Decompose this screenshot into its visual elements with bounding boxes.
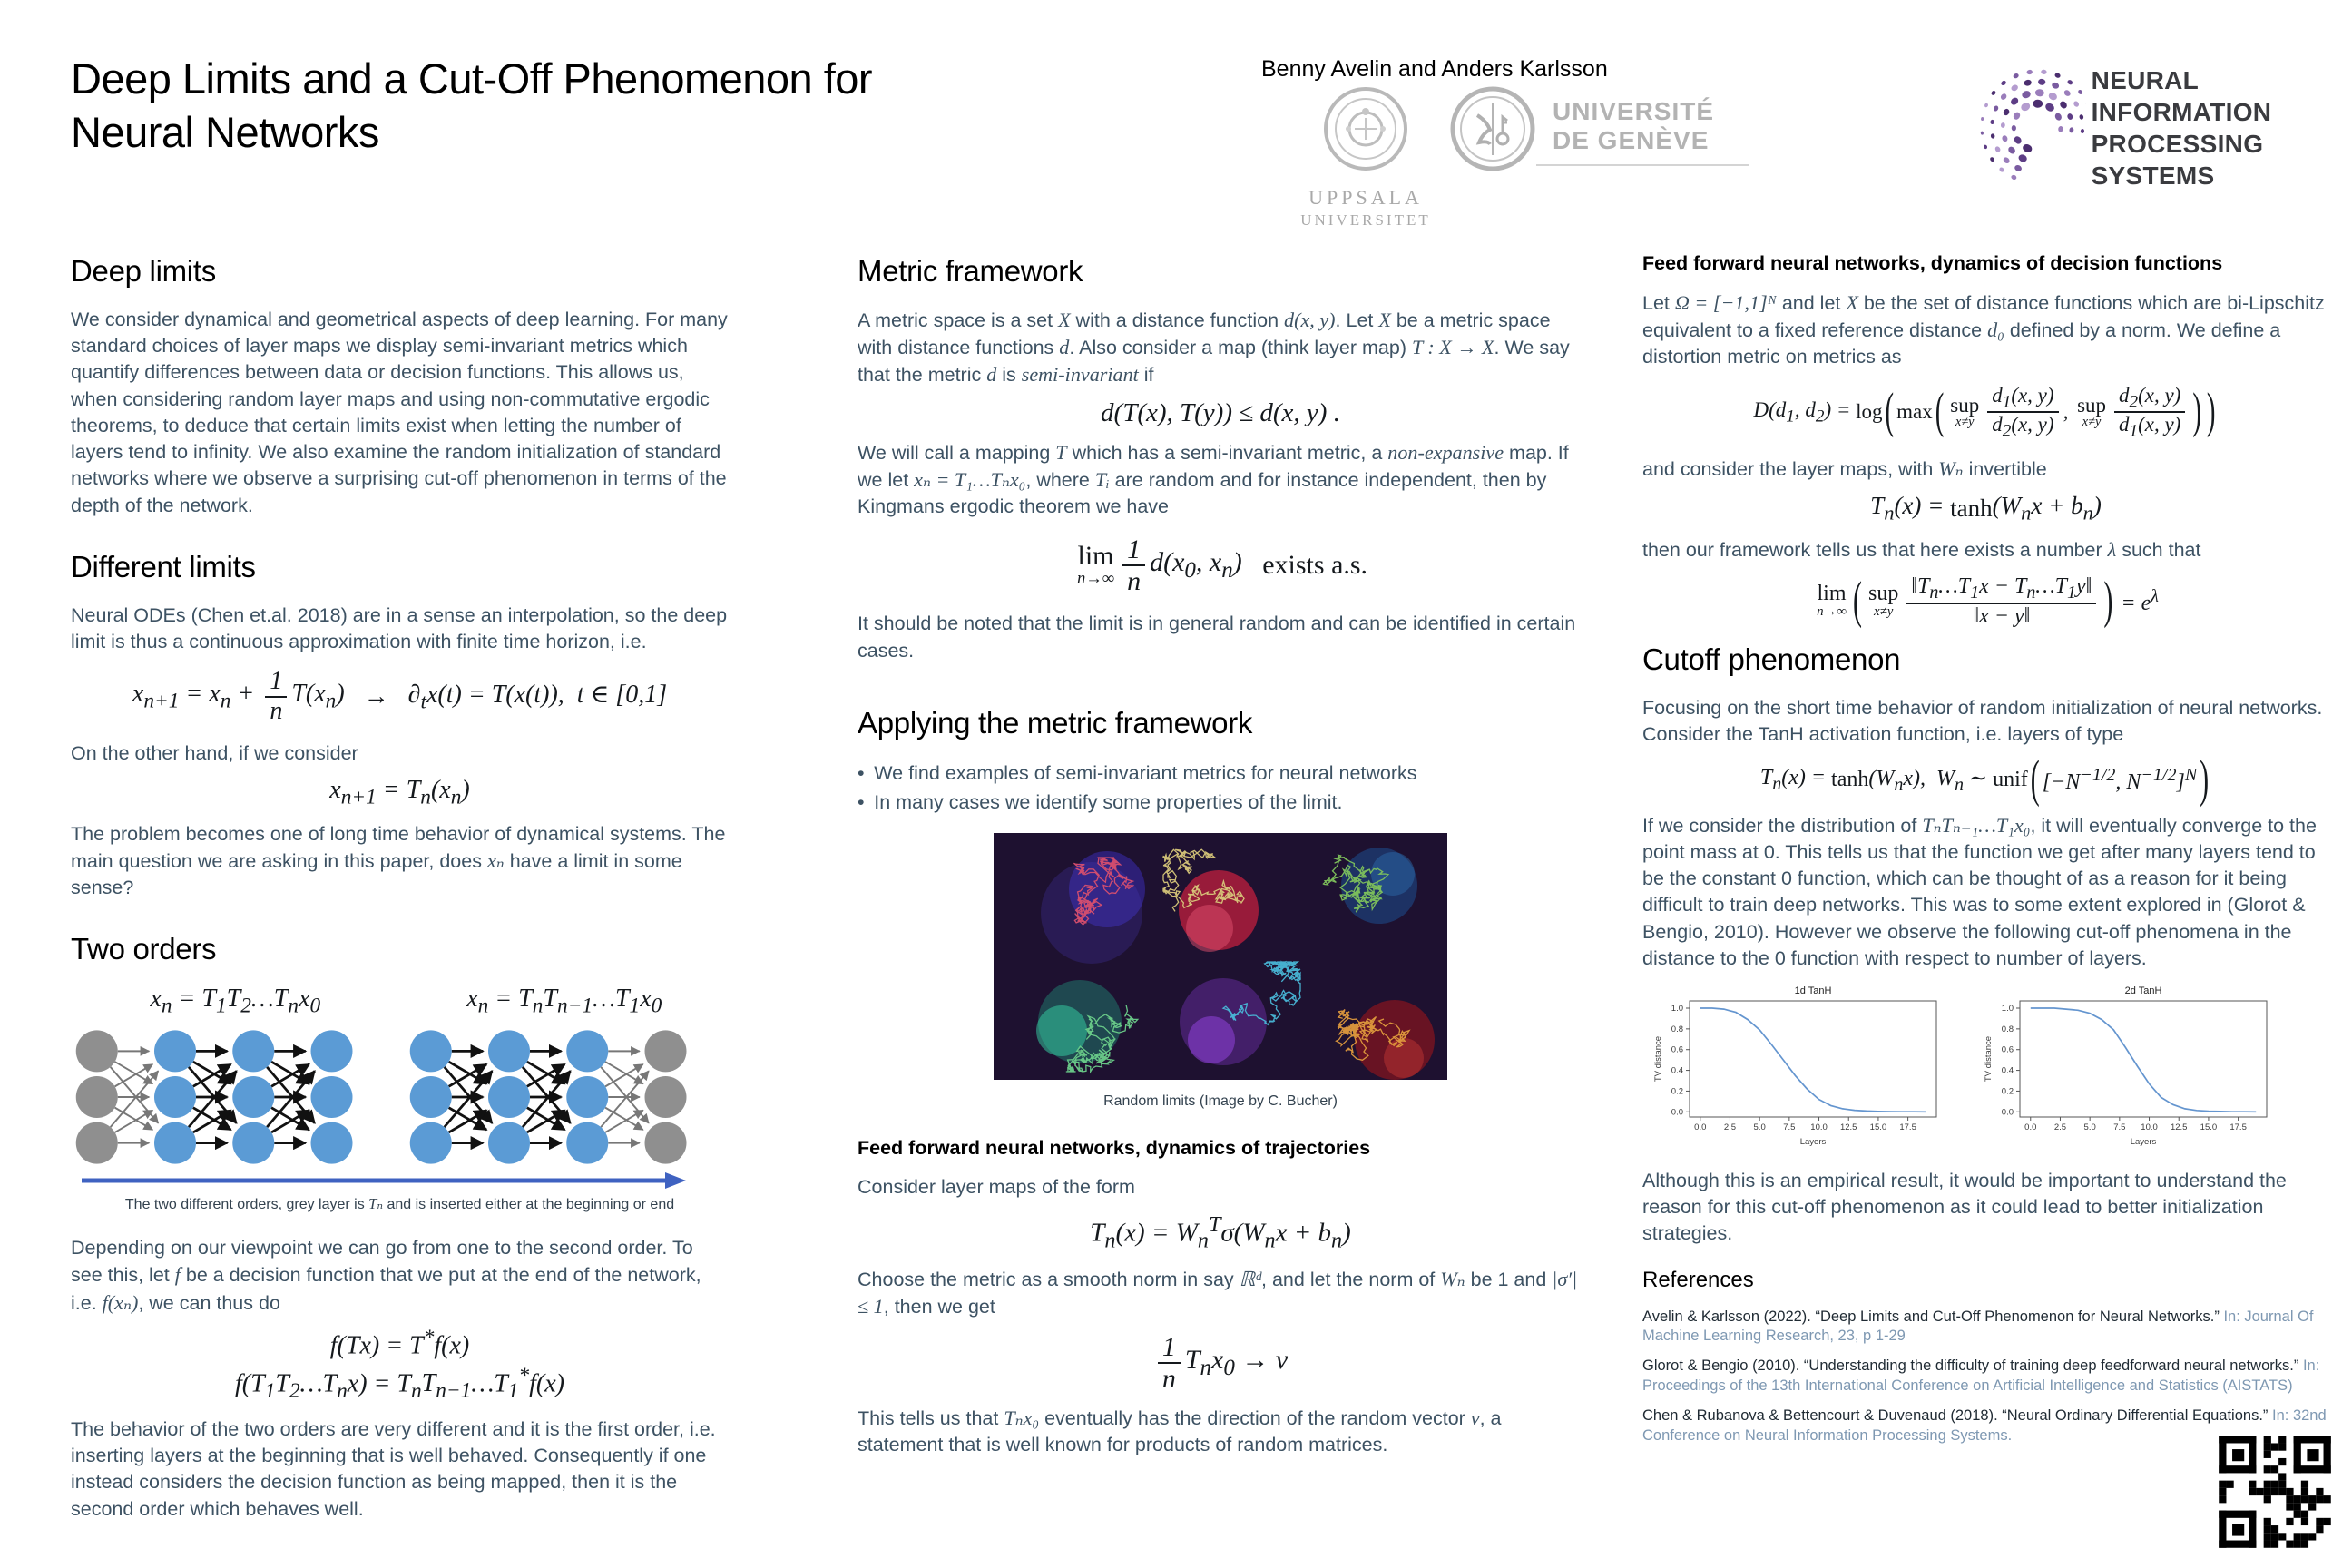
applying-bullets [858,759,1583,818]
cutoff-p3: Although this is an empirical result, it would be important to understand the reason for this cut-off phenomenon as it could lead to better initialization strategies. [1642,1169,2287,1245]
trajectories-p1: Consider layer maps of the form [858,1176,1135,1199]
equation-tanh-layer: $T_n(x)$ = tanh $(W_nx + b_n)$ [1870,492,2102,524]
equation-cutoff-layer: $T_n(x)$ = tanh $(W_nx)$, $W_n$ ∼ unif ( [$-N^{-1/2}$, $N^{-1/2}]^N$ ) [1759,750,2210,808]
svg-text:0.8: 0.8 [1671,1024,1683,1034]
decision-p1: Let Ω = [−1,1]ᴺ and let X be the set of distance functions which are bi-Lipschitz equivalent to a fixed reference distance d₀ defined by a norm. We define a distortion metric on metrics as [1642,291,2325,368]
svg-text:7.5: 7.5 [1783,1122,1796,1132]
heading-metric-framework: Metric framework [858,254,1083,288]
svg-text:15.0: 15.0 [2200,1122,2218,1132]
title-line-2: Neural Networks [71,107,379,156]
heading-trajectories: Feed forward neural networks, dynamics of trajectories [858,1137,1371,1160]
svg-text:17.5: 17.5 [2230,1122,2247,1132]
geneva-underline [1536,164,1749,166]
equation-neural-ode: $x_{n+1} = x_n$ + $\frac{1}{n}$ $T(x_n)$ → $\partial_tx(t) = T(x(t))$, t ∈ [0,1] [132,667,668,726]
trajectories-p3: This tells us that Tₙx₀ eventually has the direction of the random vector v, a statement that is well known for products of random matrices. [858,1406,1502,1455]
svg-text:1d TanH: 1d TanH [1794,985,1832,996]
equation-decision-1: f(Tx) = T*f(x) [329,1325,470,1360]
geneva-text-1: UNIVERSITÉ [1553,97,1715,125]
qr-code [2211,1426,2338,1557]
column-middle [858,254,1583,1467]
heading-cutoff: Cutoff phenomenon [1642,642,1901,677]
diagram-caption: The two different orders, grey layer is Tₙ and is inserted either at the beginning or end [124,1195,675,1213]
svg-text:0.0: 0.0 [2024,1122,2037,1132]
reference-main: Chen & Rubanova & Bettencourt & Duvenaud (2018). “Neural Ordinary Differential Equations.” [1642,1406,2269,1424]
plot-1d-tanh [1650,981,1958,1155]
flow-arrow-icon [71,1171,697,1191]
heading-references: References [1642,1267,1754,1292]
geneva-text-2: DE GENÈVE [1553,126,1710,155]
svg-text:5.0: 5.0 [1753,1122,1766,1132]
equation-order-left: $x_n$ = $T_1T_2\dots T_nx_0$ [150,985,321,1019]
cutoff-p1: Focusing on the short time behavior of random initialization of neural networks. Consider the TanH activation function, i.e. layers of type [1642,697,2323,746]
decision-p3: then our framework tells us that here exists a number λ such that [1642,537,2201,561]
reference-source: In: Journal Of Machine Learning Research, 23, p 1-29 [1642,1308,2314,1345]
decision-p2: and consider the layer maps, with Wₙ invertible [1642,457,2047,481]
svg-text:0.2: 0.2 [2001,1086,2014,1097]
reference-item [1642,1357,2329,1396]
svg-text:5.0: 5.0 [2083,1122,2096,1132]
random-limits-image [994,833,1447,1080]
different-limits-p2: On the other hand, if we consider [71,741,358,764]
random-limits-figure [858,833,1583,1110]
equation-order-right: $x_n$ = $T_nT_{n-1}\dots T_1x_0$ [466,985,662,1019]
neurips-crescent-icon [1976,44,2086,211]
two-orders-p2: The behavior of the two orders are very different and it is the first order, i.e. inserting layers at the beginning that is well behaved. Consequently if one instead considers the decision function as being mapped, then it is the second order which behaves well. [71,1418,716,1520]
reference-main: Glorot & Bengio (2010). “Understanding the difficulty of training deep feedforward neural networks.” [1642,1357,2299,1375]
page-title [71,53,1160,160]
neurips-text-2: PROCESSING SYSTEMS [2091,129,2264,190]
metric-p1: A metric space is a set X with a distance function d(x, y). Let X be a metric space with distance functions d. Also consider a map (think layer map) T : X → X. We say that the metric d is semi-invariant if [858,309,1570,387]
references-list [1642,1308,2329,1446]
heading-applying-metric: Applying the metric framework [858,705,1253,740]
svg-text:0.0: 0.0 [1694,1122,1707,1132]
uppsala-seal-icon [1323,86,1409,172]
reference-main: Avelin & Karlsson (2022). “Deep Limits and Cut-Off Phenomenon for Neural Networks.” [1642,1308,2220,1325]
svg-text:10.0: 10.0 [2141,1122,2158,1132]
cutoff-p2: If we consider the distribution of TₙTₙ₋₁…T₁x₀, it will eventually converge to the point mass at 0. This tells us that the function we get after many layers tend to be the constant 0 function, which can be thought of as a reason for it being difficult to train deep networks. This was to some extent explored in (Glorot & Bengio, 2010). However we observe the following cut-off phenomena in the distance to the 0 function with respect to number of layers. [1642,813,2317,969]
svg-text:2d TanH: 2d TanH [2124,985,2162,996]
equation-order2: $x_{n+1} = T_n(x_n)$ [329,776,470,809]
svg-text:0.8: 0.8 [2001,1024,2014,1034]
two-orders-p1: Depending on our viewpoint we can go from one to the second order. To see this, let f be a decision function that we put at the end of the network, i.e. f(xₙ), we can thus do [71,1237,701,1314]
two-orders-formulas [71,985,729,1019]
svg-text:2.5: 2.5 [2053,1122,2067,1132]
equation-layer-map: $T_n(x) = W_n^T\sigma(W_nx + b_n)$ [1090,1211,1351,1253]
uppsala-text-1: UPPSALA [1308,186,1423,209]
svg-text:0.6: 0.6 [2001,1044,2014,1055]
heading-decision-functions: Feed forward neural networks, dynamics of decision functions [1642,252,2223,274]
svg-text:0.2: 0.2 [1671,1086,1683,1097]
heading-two-orders: Two orders [71,932,217,966]
cutoff-plots [1650,981,2329,1155]
neurips-text-1: NEURAL INFORMATION [2091,65,2272,126]
svg-text:0.0: 0.0 [2001,1107,2014,1118]
bullet-item: • In many cases we identify some properties of the limit. [858,788,1583,817]
svg-text:7.5: 7.5 [2113,1122,2126,1132]
svg-text:Layers: Layers [1799,1136,1827,1147]
different-limits-p1: Neural ODEs (Chen et.al. 2018) are in a sense an interpolation, so the deep limit is thus a continuous approximation with finite time horizon, i.e. [71,603,728,653]
svg-text:TV distance: TV distance [1984,1035,1994,1083]
network-diagram [71,1028,697,1166]
figure-caption: Random limits (Image by C. Bucher) [1103,1093,1338,1110]
trajectories-p2: Choose the metric as a smooth norm in say ℝᵈ, and let the norm of Wₙ be 1 and |σ′| ≤ 1, then we get [858,1268,1578,1318]
column-left [71,254,729,1532]
svg-text:Layers: Layers [2130,1136,2157,1147]
reference-item [1642,1308,2329,1348]
metric-p3: It should be noted that the limit is in general random and can be identified in certain cases. [858,612,1576,662]
svg-text:10.0: 10.0 [1810,1122,1828,1132]
svg-text:TV distance: TV distance [1653,1035,1663,1083]
svg-text:0.4: 0.4 [1671,1065,1683,1076]
svg-text:12.5: 12.5 [1839,1122,1857,1132]
plot-2d-tanh [1980,981,2288,1155]
svg-text:1.0: 1.0 [1671,1003,1683,1014]
heading-different-limits: Different limits [71,549,256,583]
svg-text:0.4: 0.4 [2001,1065,2014,1076]
svg-text:15.0: 15.0 [1869,1122,1887,1132]
geneva-logo [1450,86,1749,172]
neurips-logo [1976,44,2352,211]
svg-text:0.6: 0.6 [1671,1044,1683,1055]
geneva-seal-icon [1450,86,1536,172]
uppsala-logo [1284,86,1447,230]
equation-distortion-metric: $D(d_1$, $d_2$) = log ( max ( sup x≠y $d_1(x$, y) $d_2(x$, y) , sup x≠y $d_2(x$, y) $d_1(x$, y) ) ) [1753,383,2216,441]
svg-text:0.0: 0.0 [1671,1107,1683,1118]
heading-deep-limits: Deep limits [71,254,216,288]
svg-text:1.0: 1.0 [2001,1003,2014,1014]
equation-semi-invariant: d(T(x), T(y)) ≤ d(x, y) . [1101,397,1340,427]
title-line-1: Deep Limits and a Cut-Off Phenomenon for [71,54,873,103]
equation-lambda-limit: lim n→∞ ( sup x≠y $‖T_n\dots T_1x$ − $T_n\dots T_1y‖$ ‖x − y‖ ) = $e^\lambda$ [1817,572,2159,629]
reference-source: In: Proceedings of the 13th International Conference on Artificial Intelligence and Statistics (AISTATS) [1642,1357,2320,1394]
column-right [1642,252,2329,1455]
svg-text:17.5: 17.5 [1899,1122,1916,1132]
bullet-item: • We find examples of semi-invariant metrics for neural networks [858,759,1583,788]
authors: Benny Avelin and Anders Karlsson [1261,56,1608,82]
metric-p2: We will call a mapping T which has a semi-invariant metric, a non-expansive map. If we let xₙ = T₁…Tₙx₀, where Tᵢ are random and for instance independent, then by Kingmans ergodic theorem we have [858,440,1569,518]
equation-decision-2: $f(T_1T_2\dots T_nx)$ = $T_nT_{n-1}\dots T_1^*f(x)$ [235,1364,564,1404]
equation-trajectory-limit: 1 n $T_nx_0 \to v$ [858,1332,1583,1394]
deep-limits-body: We consider dynamical and geometrical aspects of deep learning. For many standard choices of layer maps we display semi-invariant metrics which quantify differences between data or decision functions. This allows us, when considering random layer maps and using non-commutative ergodic theorems, to deduce that certain limits exist when letting the number of layers tend to infinity. We also examine the random initialization of standard networks where we observe a surprising cut-off phenomenon in terms of the depth of the network. [71,309,728,516]
svg-text:2.5: 2.5 [1723,1122,1737,1132]
different-limits-p3: The problem becomes one of long time behavior of dynamical systems. The main question we are asking in this paper, does xₙ have a limit in some sense? [71,822,726,899]
equation-kingman: lim n→∞ 1 n $d(x_0$, $x_n$) exists a.s. [1076,534,1368,597]
reference-source: In: 32nd Conference on Neural Information Processing Systems. [1642,1406,2327,1444]
uppsala-text-2: UNIVERSITET [1300,211,1431,229]
svg-text:12.5: 12.5 [2170,1122,2188,1132]
